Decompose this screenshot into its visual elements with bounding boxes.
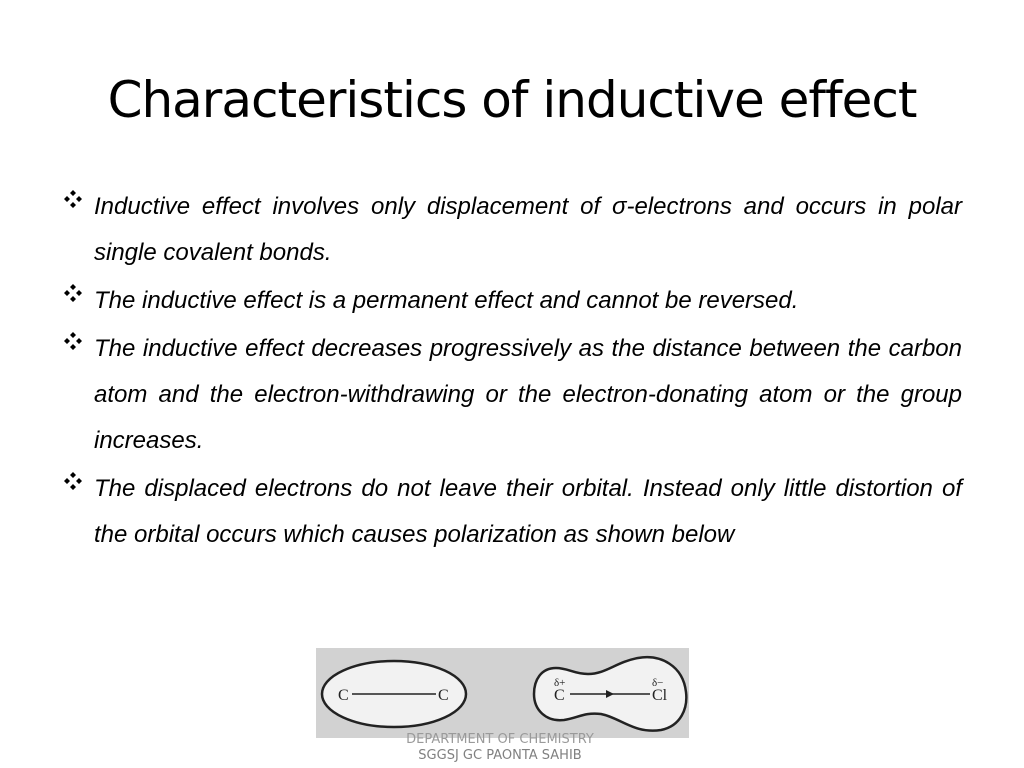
bullet-list	[62, 193, 962, 572]
delta-minus-label: δ−	[652, 677, 664, 689]
diamond-bullet-icon	[62, 470, 84, 492]
footer	[300, 732, 700, 764]
bullet-item	[62, 466, 962, 558]
bullet-text: The inductive effect is a permanent effect and cannot be reversed.	[94, 287, 799, 314]
nonpolar-left-atom: C	[338, 687, 349, 704]
polar-left-atom: C	[554, 687, 565, 704]
footer-department: DEPARTMENT OF CHEMISTRY	[406, 732, 594, 747]
slide-title: Characteristics of inductive effect	[107, 71, 917, 129]
bullet-item	[62, 184, 962, 276]
delta-plus-label: δ+	[554, 677, 566, 689]
diamond-bullet-icon	[62, 188, 84, 210]
footer-college: SGGSJ GC PAONTA SAHIB	[418, 748, 582, 763]
diamond-bullet-icon	[62, 282, 84, 304]
bullet-item	[62, 278, 962, 324]
polarization-figure	[316, 648, 689, 738]
nonpolar-right-atom: C	[438, 687, 449, 704]
bullet-text: The displaced electrons do not leave their orbital. Instead only little distortion of the orbital occurs which causes polarization as shown below	[94, 475, 962, 548]
bullet-item	[62, 326, 962, 464]
bullet-text: The inductive effect decreases progressively as the distance between the carbon atom and the electron-withdrawing or the electron-donating atom or the group increases.	[94, 335, 962, 454]
polar-right-atom: Cl	[652, 687, 668, 704]
diamond-bullet-icon	[62, 330, 84, 352]
bullet-text: Inductive effect involves only displacement of σ-electrons and occurs in polar single covalent bonds.	[94, 193, 962, 266]
